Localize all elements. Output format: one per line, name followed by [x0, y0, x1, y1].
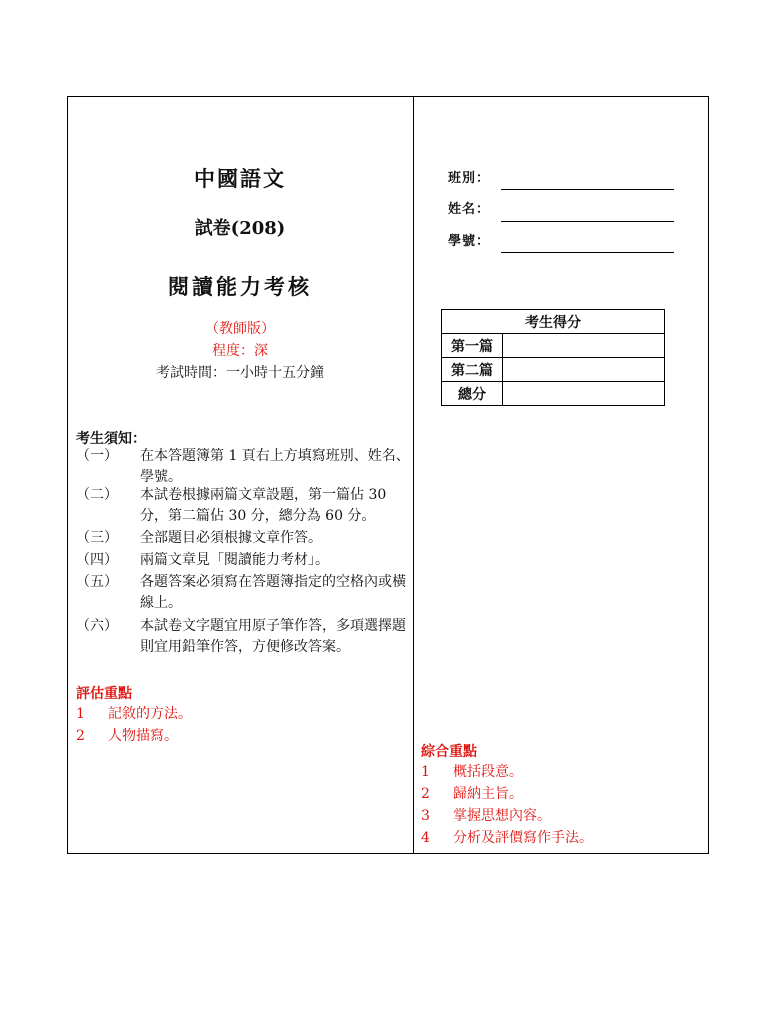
notice-item	[76, 528, 411, 549]
table-row	[442, 358, 665, 382]
score-table	[441, 309, 665, 406]
notice-text: 兩篇文章見「閱讀能力考材」。	[140, 552, 329, 568]
notice-number: （四）	[76, 552, 118, 568]
table-row	[442, 382, 665, 406]
summary-point	[421, 828, 701, 848]
paper-number: 試卷(208)	[194, 218, 286, 239]
student-id-input-line[interactable]	[501, 252, 674, 253]
score-table-header: 考生得分	[442, 310, 665, 334]
class-input-line[interactable]	[501, 189, 674, 190]
point-number: 2	[421, 786, 430, 802]
notice-item	[76, 616, 411, 658]
assessment-heading: 評估重點	[76, 686, 132, 702]
notice-number: （一）	[76, 448, 118, 464]
class-label: 班別：	[448, 171, 491, 186]
notice-number: （六）	[76, 618, 118, 634]
score-cell[interactable]	[503, 382, 665, 406]
point-number: 4	[421, 830, 430, 846]
point-number: 1	[421, 764, 430, 780]
assessment-point	[76, 704, 376, 724]
notice-text: 全部題目必須根據文章作答。	[140, 530, 322, 546]
paper-subtitle: 閱讀能力考核	[168, 274, 312, 299]
score-row-label: 第一篇	[442, 334, 503, 358]
assessment-point	[76, 726, 376, 746]
score-row-label: 總分	[442, 382, 503, 406]
point-text: 人物描寫。	[108, 728, 178, 744]
notice-text: 各題答案必須寫在答題簿指定的空格內或橫線上。	[140, 574, 406, 611]
point-text: 掌握思想內容。	[453, 808, 551, 824]
student-id-label: 學號：	[448, 234, 491, 249]
notice-item	[76, 572, 411, 614]
notice-item	[76, 485, 411, 527]
level-label: 程度：深	[212, 343, 268, 359]
summary-heading: 綜合重點	[421, 744, 477, 760]
summary-point	[421, 762, 701, 782]
notice-text: 本試卷根據兩篇文章設題，第一篇佔 30 分，第二篇佔 30 分，總分為 60 分。	[140, 487, 387, 524]
point-text: 歸納主旨。	[453, 786, 523, 802]
point-number: 1	[76, 706, 85, 722]
notice-number: （二）	[76, 487, 118, 503]
table-row	[442, 334, 665, 358]
notice-item	[76, 550, 411, 571]
point-text: 概括段意。	[453, 764, 523, 780]
summary-point	[421, 784, 701, 804]
duration-label: 考試時間：一小時十五分鐘	[156, 365, 324, 381]
notice-number: （五）	[76, 574, 118, 590]
score-cell[interactable]	[503, 358, 665, 382]
name-input-line[interactable]	[501, 221, 674, 222]
point-number: 2	[76, 728, 85, 744]
notice-text: 本試卷文字題宜用原子筆作答，多項選擇題則宜用鉛筆作答，方便修改答案。	[140, 618, 406, 655]
score-cell[interactable]	[503, 334, 665, 358]
score-row-label: 第二篇	[442, 358, 503, 382]
notice-heading: 考生須知：	[76, 431, 146, 447]
point-text: 記敘的方法。	[108, 706, 192, 722]
edition-label: （教師版）	[205, 321, 275, 337]
summary-point	[421, 806, 701, 826]
name-label: 姓名：	[448, 202, 491, 217]
notice-item	[76, 446, 411, 488]
column-divider	[413, 96, 414, 854]
point-text: 分析及評價寫作手法。	[453, 830, 593, 846]
notice-text: 在本答題簿第 1 頁右上方填寫班別、姓名、學號。	[140, 448, 410, 485]
notice-number: （三）	[76, 530, 118, 546]
point-number: 3	[421, 808, 430, 824]
subject-title: 中國語文	[194, 166, 286, 191]
